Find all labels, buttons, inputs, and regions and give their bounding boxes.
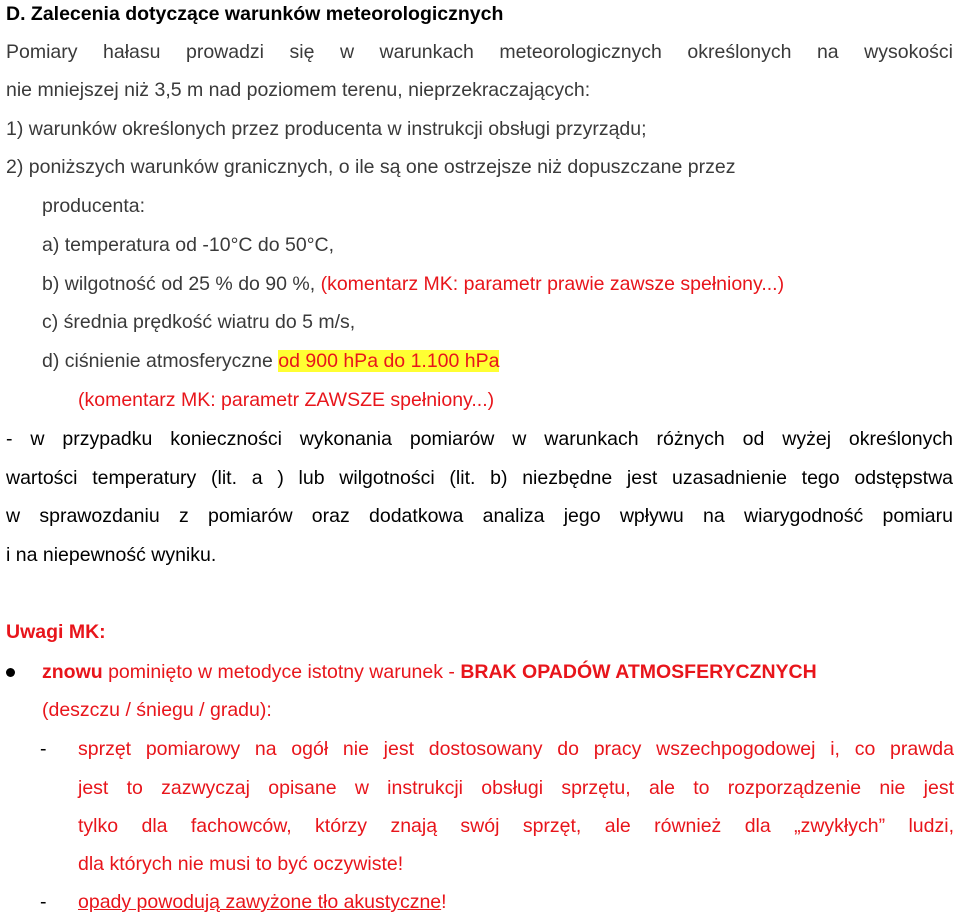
remark-mid: pominięto w metodyce istotny warunek -	[102, 661, 461, 683]
condition-b-text: b) wilgotność od 25 % do 90 %,	[42, 273, 321, 295]
note-line-3: w sprawozdaniu z pomiarów oraz dodatkowa analiza jego wpływu na wiarygodność pomiaru	[6, 505, 953, 527]
dash-1-marker: -	[40, 738, 47, 760]
condition-c: c) średnia prędkość wiatru do 5 m/s,	[42, 311, 356, 333]
condition-b-comment: (komentarz MK: parametr prawie zawsze spełniony...)	[320, 273, 785, 295]
dash-1-line-2: jest to zazwyczaj opisane w instrukcji obsługi sprzętu, ale to rozporządzenie nie jest	[78, 777, 954, 799]
dash-2-text: opady powodują zawyżone tło akustyczne	[78, 891, 442, 913]
dash-1-line-3: tylko dla fachowców, którzy znają swój sprzęt, ale również dla „zwykłych” ludzi,	[78, 815, 954, 837]
dash-1-line-4: dla których nie musi to być oczywiste!	[78, 853, 404, 875]
note-line-1: - w przypadku konieczności wykonania pomiarów w warunkach różnych od wyżej określonych	[6, 428, 953, 450]
note-line-4: i na niepewność wyniku.	[6, 544, 217, 566]
dash-2-end: !	[441, 891, 447, 913]
remark-bullet-line-1	[42, 660, 817, 684]
item-2-line-2: producenta:	[42, 195, 145, 217]
condition-a: a) temperatura od -10°C do 50°C,	[42, 234, 334, 256]
remark-bullet-line-2: (deszczu / śniegu / gradu):	[42, 699, 272, 721]
remark-strong: BRAK OPADÓW ATMOSFERYCZNYCH	[460, 661, 817, 683]
condition-d	[42, 349, 499, 373]
item-1: 1) warunków określonych przez producenta w instrukcji obsługi przyrządu;	[6, 118, 647, 140]
item-2-line-1: 2) poniższych warunków granicznych, o ile są one ostrzejsze niż dopuszczane przez	[6, 156, 736, 178]
remarks-title: Uwagi MK:	[6, 621, 106, 643]
dash-1-line-1: sprzęt pomiarowy na ogół nie jest dostosowany do pracy wszechpogodowej i, co prawda	[78, 738, 954, 760]
note-line-2: wartości temperatury (lit. a ) lub wilgotności (lit. b) niezbędne jest uzasadnienie tego odstępstwa	[6, 467, 953, 489]
remark-lead: znowu	[42, 661, 103, 683]
bullet-icon	[6, 668, 15, 677]
intro-line-1: Pomiary hałasu prowadzi się w warunkach meteorologicznych określonych na wysokości	[6, 41, 953, 63]
dash-2-line	[78, 890, 447, 914]
condition-d-highlight: od 900 hPa do 1.100 hPa	[278, 350, 500, 372]
section-heading: D. Zalecenia dotyczące warunków meteorologicznych	[6, 3, 504, 25]
dash-2-marker: -	[40, 891, 47, 913]
condition-d-text: d) ciśnienie atmosferyczne	[42, 350, 279, 372]
condition-d-comment: (komentarz MK: parametr ZAWSZE spełniony...)	[78, 389, 495, 411]
intro-line-2: nie mniejszej niż 3,5 m nad poziomem terenu, nieprzekraczających:	[6, 79, 591, 101]
condition-b	[42, 272, 784, 296]
